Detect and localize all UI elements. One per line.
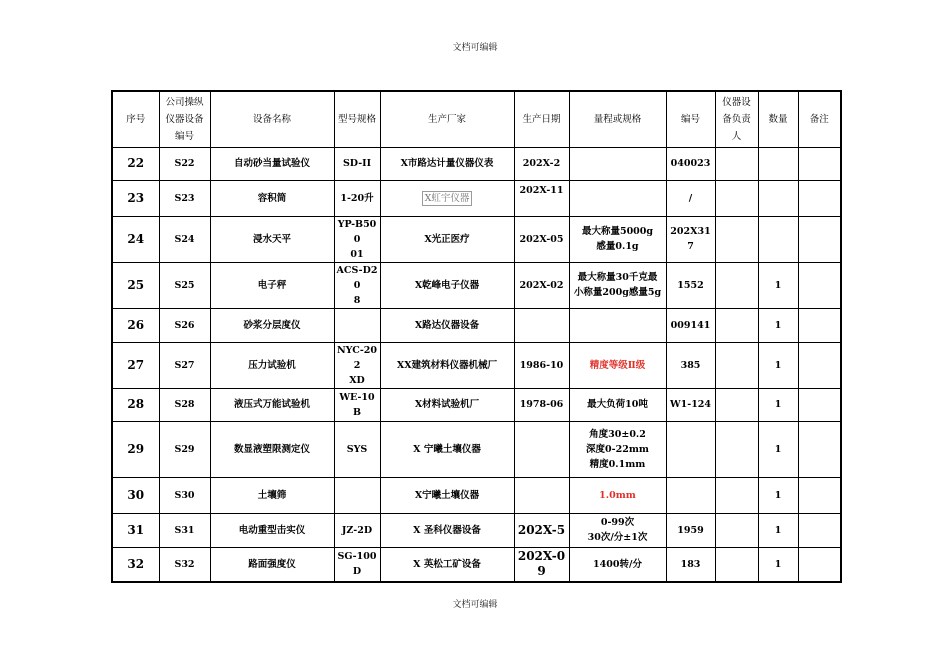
- cell-range-line2: 感量0.1g: [596, 241, 639, 252]
- cell-code: S27: [159, 342, 210, 388]
- header-owner-line2: 备负责: [722, 113, 751, 125]
- page-header: 文档可编辑: [452, 43, 498, 53]
- cell-serial: 009141: [666, 308, 715, 342]
- cell-maker: XX建筑材料仪器机械厂: [380, 342, 514, 388]
- cell-range: [569, 147, 666, 180]
- header-name: 设备名称: [210, 91, 334, 147]
- cell-seq: 32: [112, 547, 159, 582]
- header-company-code-line3: 编号: [174, 130, 194, 142]
- cell-serial: 040023: [666, 147, 715, 180]
- cell-range: 精度等级Ⅱ级: [569, 342, 666, 388]
- cell-code: S23: [159, 180, 210, 216]
- cell-range-line2: 30次/分±1次: [587, 532, 648, 543]
- table-row: [112, 180, 841, 216]
- cell-date: 1986-10: [514, 342, 569, 388]
- cell-name: 电动重型击实仪: [210, 513, 334, 547]
- cell-note: [798, 421, 841, 477]
- cell-code: S26: [159, 308, 210, 342]
- cell-code: S24: [159, 216, 210, 262]
- cell-range: [569, 180, 666, 216]
- maker-text-box: X虹宇仪器: [422, 191, 473, 206]
- cell-owner: [715, 388, 758, 421]
- cell-range-line1: 最大称量30千克最: [577, 272, 658, 283]
- cell-serial: 1959: [666, 513, 715, 547]
- cell-serial: W1-124: [666, 388, 715, 421]
- cell-code: S28: [159, 388, 210, 421]
- cell-seq: 29: [112, 421, 159, 477]
- cell-seq: 27: [112, 342, 159, 388]
- cell-range-line1: 最大称量5000g: [581, 226, 654, 237]
- cell-seq: 30: [112, 477, 159, 513]
- cell-model: SD-II: [334, 147, 380, 180]
- cell-model: [334, 308, 380, 342]
- cell-name: 自动砂当量试验仪: [210, 147, 334, 180]
- equipment-table: [111, 90, 842, 583]
- cell-qty: [758, 147, 798, 180]
- cell-model: SYS: [334, 421, 380, 477]
- cell-qty: 1: [758, 308, 798, 342]
- cell-owner: [715, 147, 758, 180]
- cell-seq: 26: [112, 308, 159, 342]
- cell-date: [514, 308, 569, 342]
- header-company-code-line2: 仪器设备: [165, 113, 204, 125]
- cell-note: [798, 180, 841, 216]
- cell-name: 容积筒: [210, 180, 334, 216]
- table-row: [112, 147, 841, 180]
- cell-range: 1400转/分: [569, 547, 666, 582]
- cell-serial: /: [666, 180, 715, 216]
- cell-range-line1: 0-99次: [600, 517, 635, 528]
- cell-note: [798, 342, 841, 388]
- cell-name: 土壤筛: [210, 477, 334, 513]
- cell-range-line1: 角度30±0.2: [589, 428, 646, 440]
- cell-model: JZ-2D: [334, 513, 380, 547]
- cell-name: 电子秤: [210, 262, 334, 308]
- cell-serial: [666, 477, 715, 513]
- cell-note: [798, 513, 841, 547]
- table-row: [112, 421, 841, 477]
- cell-seq: 28: [112, 388, 159, 421]
- cell-date: 202X-05: [514, 216, 569, 262]
- page-footer: 文档可编辑: [452, 600, 498, 610]
- cell-model-line1: YP-B500: [337, 218, 377, 245]
- cell-model-line1: NYC-202: [336, 344, 378, 371]
- cell-note: [798, 216, 841, 262]
- cell-range-line2: 小称量200g感量5g: [573, 287, 662, 298]
- cell-maker: X宁曦土壤仪器: [380, 477, 514, 513]
- table-row: [112, 388, 841, 421]
- cell-owner: [715, 421, 758, 477]
- cell-date: 1978-06: [514, 388, 569, 421]
- header-company-code-line1: 公司操纵: [165, 96, 204, 108]
- cell-name: 路面强度仪: [210, 547, 334, 582]
- cell-range: [569, 262, 666, 308]
- cell-note: [798, 147, 841, 180]
- table-row: [112, 308, 841, 342]
- header-qty: 数量: [758, 91, 798, 147]
- cell-qty: 1: [758, 513, 798, 547]
- cell-maker: X 圣科仪器设备: [380, 513, 514, 547]
- table-row: [112, 547, 841, 582]
- cell-maker: X光正医疗: [380, 216, 514, 262]
- cell-model-line2: XD: [349, 374, 365, 386]
- cell-range: [569, 216, 666, 262]
- cell-name: 浸水天平: [210, 216, 334, 262]
- cell-range: [569, 421, 666, 477]
- cell-model-line2: 8: [353, 294, 361, 306]
- cell-model: WE-10B: [334, 388, 380, 421]
- cell-name: 砂浆分层度仪: [210, 308, 334, 342]
- cell-owner: [715, 262, 758, 308]
- cell-range: 最大负荷10吨: [569, 388, 666, 421]
- cell-qty: 1: [758, 421, 798, 477]
- cell-qty: 1: [758, 262, 798, 308]
- cell-range: 1.0mm: [569, 477, 666, 513]
- cell-note: [798, 388, 841, 421]
- cell-model: [334, 262, 380, 308]
- cell-seq: 24: [112, 216, 159, 262]
- table-row: [112, 513, 841, 547]
- cell-seq: 25: [112, 262, 159, 308]
- cell-note: [798, 477, 841, 513]
- cell-date-text: 202X-11: [519, 184, 564, 196]
- cell-range-line3: 精度0.1mm: [589, 458, 646, 470]
- cell-code: S25: [159, 262, 210, 308]
- cell-qty: 1: [758, 547, 798, 582]
- cell-note: [798, 547, 841, 582]
- header-owner-line3: 人: [731, 130, 742, 142]
- table-row: [112, 342, 841, 388]
- cell-model-line1: ACS-D20: [336, 264, 378, 291]
- cell-model: [334, 477, 380, 513]
- cell-date: [514, 477, 569, 513]
- cell-owner: [715, 342, 758, 388]
- cell-name: 液压式万能试验机: [210, 388, 334, 421]
- table-row: [112, 262, 841, 308]
- cell-serial: 202X317: [666, 216, 715, 262]
- table-row: [112, 216, 841, 262]
- header-company-code: [159, 91, 210, 147]
- cell-code: S31: [159, 513, 210, 547]
- cell-owner: [715, 513, 758, 547]
- cell-qty: [758, 180, 798, 216]
- cell-seq: 23: [112, 180, 159, 216]
- table-header-row: [112, 91, 841, 147]
- cell-owner: [715, 180, 758, 216]
- cell-maker: [380, 180, 514, 216]
- cell-serial: 1552: [666, 262, 715, 308]
- cell-maker: X 宁曦土壤仪器: [380, 421, 514, 477]
- cell-model: 1-20升: [334, 180, 380, 216]
- cell-range: [569, 513, 666, 547]
- cell-range: [569, 308, 666, 342]
- cell-date: 202X-02: [514, 262, 569, 308]
- cell-maker: X乾峰电子仪器: [380, 262, 514, 308]
- cell-owner: [715, 477, 758, 513]
- header-range: 量程或规格: [569, 91, 666, 147]
- cell-model-line2: 01: [350, 248, 364, 260]
- header-maker: 生产厂家: [380, 91, 514, 147]
- table-row: [112, 477, 841, 513]
- cell-qty: [758, 216, 798, 262]
- cell-owner: [715, 216, 758, 262]
- header-seq: 序号: [112, 91, 159, 147]
- cell-code: S32: [159, 547, 210, 582]
- header-model: 型号规格: [334, 91, 380, 147]
- cell-model: SG-100D: [334, 547, 380, 582]
- cell-qty: 1: [758, 342, 798, 388]
- cell-code: S29: [159, 421, 210, 477]
- header-owner: [715, 91, 758, 147]
- cell-seq: 22: [112, 147, 159, 180]
- cell-code: S30: [159, 477, 210, 513]
- cell-note: [798, 308, 841, 342]
- cell-date: [514, 180, 569, 216]
- cell-serial: [666, 421, 715, 477]
- header-date: 生产日期: [514, 91, 569, 147]
- cell-owner: [715, 308, 758, 342]
- cell-date: 202X-09: [514, 547, 569, 582]
- cell-serial: 385: [666, 342, 715, 388]
- cell-seq: 31: [112, 513, 159, 547]
- cell-date: 202X-5: [514, 513, 569, 547]
- cell-name: 压力试验机: [210, 342, 334, 388]
- cell-maker: X 英松工矿设备: [380, 547, 514, 582]
- cell-maker: X市路达计量仪器仪表: [380, 147, 514, 180]
- cell-model: [334, 342, 380, 388]
- cell-range-line2: 深度0-22mm: [586, 443, 649, 455]
- cell-model: [334, 216, 380, 262]
- cell-code: S22: [159, 147, 210, 180]
- cell-name: 数显液塑限测定仪: [210, 421, 334, 477]
- cell-serial: 183: [666, 547, 715, 582]
- cell-date: 202X-2: [514, 147, 569, 180]
- cell-qty: 1: [758, 388, 798, 421]
- header-serial: 编号: [666, 91, 715, 147]
- cell-maker: X路达仪器设备: [380, 308, 514, 342]
- cell-owner: [715, 547, 758, 582]
- header-owner-line1: 仪器设: [722, 96, 751, 108]
- cell-note: [798, 262, 841, 308]
- cell-qty: 1: [758, 477, 798, 513]
- cell-date: [514, 421, 569, 477]
- header-note: 备注: [798, 91, 841, 147]
- cell-maker: X材料试验机厂: [380, 388, 514, 421]
